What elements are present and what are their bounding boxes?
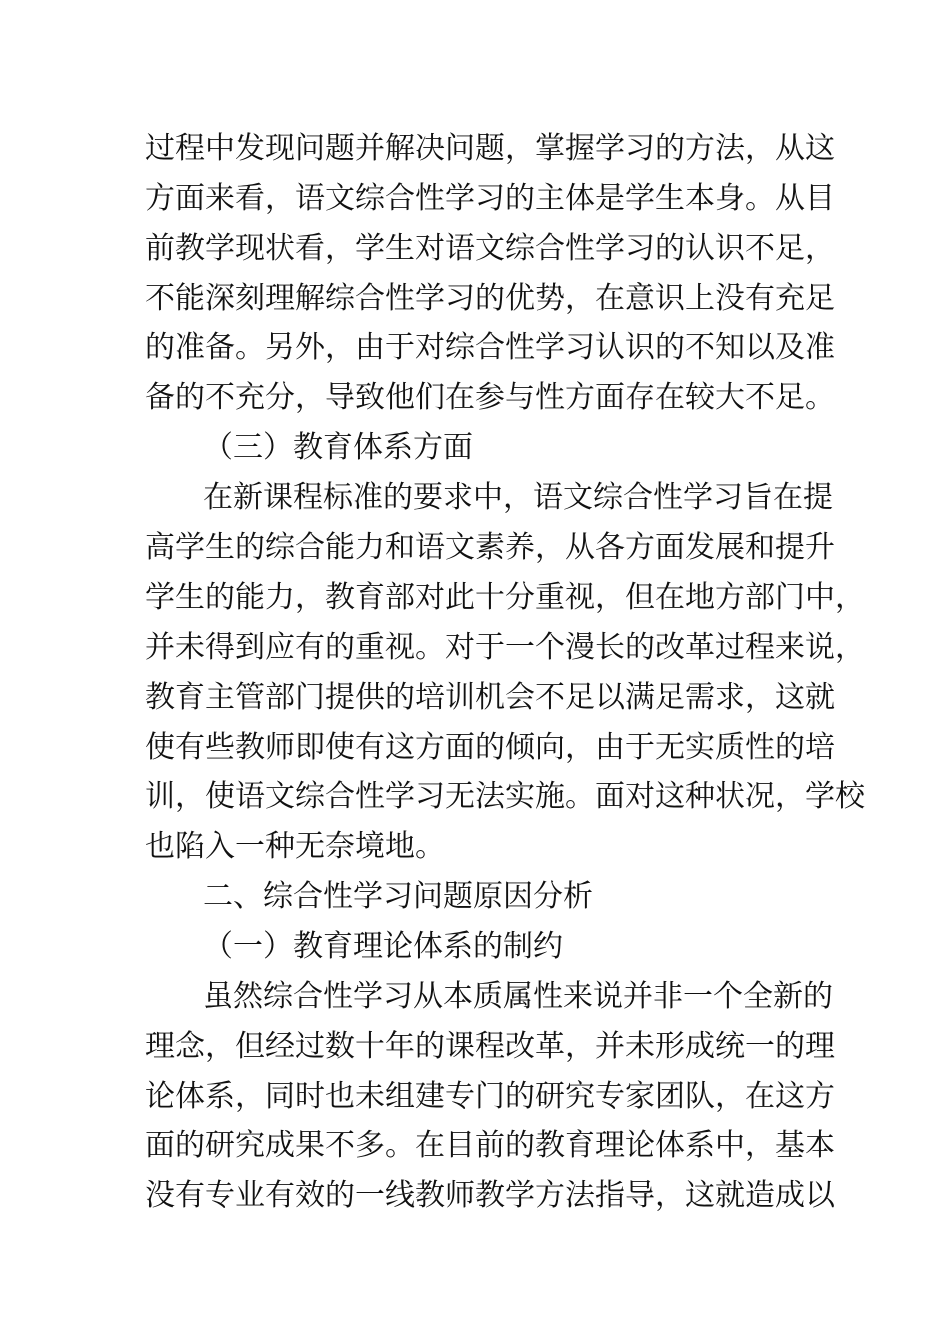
paragraph-line: 训，使语文综合性学习无法实施。面对这种状况，学校 — [145, 779, 865, 814]
paragraph-line: 虽然综合性学习从本质属性来说并非一个全新的 — [203, 979, 833, 1014]
paragraph-line: 在新课程标准的要求中，语文综合性学习旨在提 — [203, 480, 833, 515]
paragraph-line: 使有些教师即使有这方面的倾向，由于无实质性的培 — [145, 730, 835, 765]
paragraph-line: 过程中发现问题并解决问题，掌握学习的方法，从这 — [145, 131, 835, 166]
paragraph-line: 并未得到应有的重视。对于一个漫长的改革过程来说， — [145, 630, 865, 665]
paragraph-line: 教育主管部门提供的培训机会不足以满足需求，这就 — [145, 680, 835, 715]
paragraph-line: 不能深刻理解综合性学习的优势，在意识上没有充足 — [145, 281, 835, 316]
section-heading: （三）教育体系方面 — [203, 430, 473, 465]
section-heading: 二、综合性学习问题原因分析 — [203, 879, 593, 914]
paragraph-line: 方面来看，语文综合性学习的主体是学生本身。从目 — [145, 181, 835, 216]
paragraph-line: 高学生的综合能力和语文素养，从各方面发展和提升 — [145, 530, 835, 565]
paragraph-line: 理念，但经过数十年的课程改革，并未形成统一的理 — [145, 1029, 835, 1064]
paragraph-line: 也陷入一种无奈境地。 — [145, 829, 445, 864]
paragraph-line: 论体系，同时也未组建专门的研究专家团队，在这方 — [145, 1079, 835, 1114]
paragraph-line: 学生的能力，教育部对此十分重视，但在地方部门中， — [145, 580, 865, 615]
paragraph-line: 的准备。另外，由于对综合性学习认识的不知以及准 — [145, 330, 835, 365]
paragraph-line: 备的不充分，导致他们在参与性方面存在较大不足。 — [145, 380, 835, 415]
paragraph-line: 没有专业有效的一线教师教学方法指导，这就造成以 — [145, 1178, 835, 1213]
paragraph-line: 前教学现状看，学生对语文综合性学习的认识不足， — [145, 231, 835, 266]
subsection-heading: （一）教育理论体系的制约 — [203, 929, 563, 964]
paragraph-line: 面的研究成果不多。在目前的教育理论体系中，基本 — [145, 1128, 835, 1163]
